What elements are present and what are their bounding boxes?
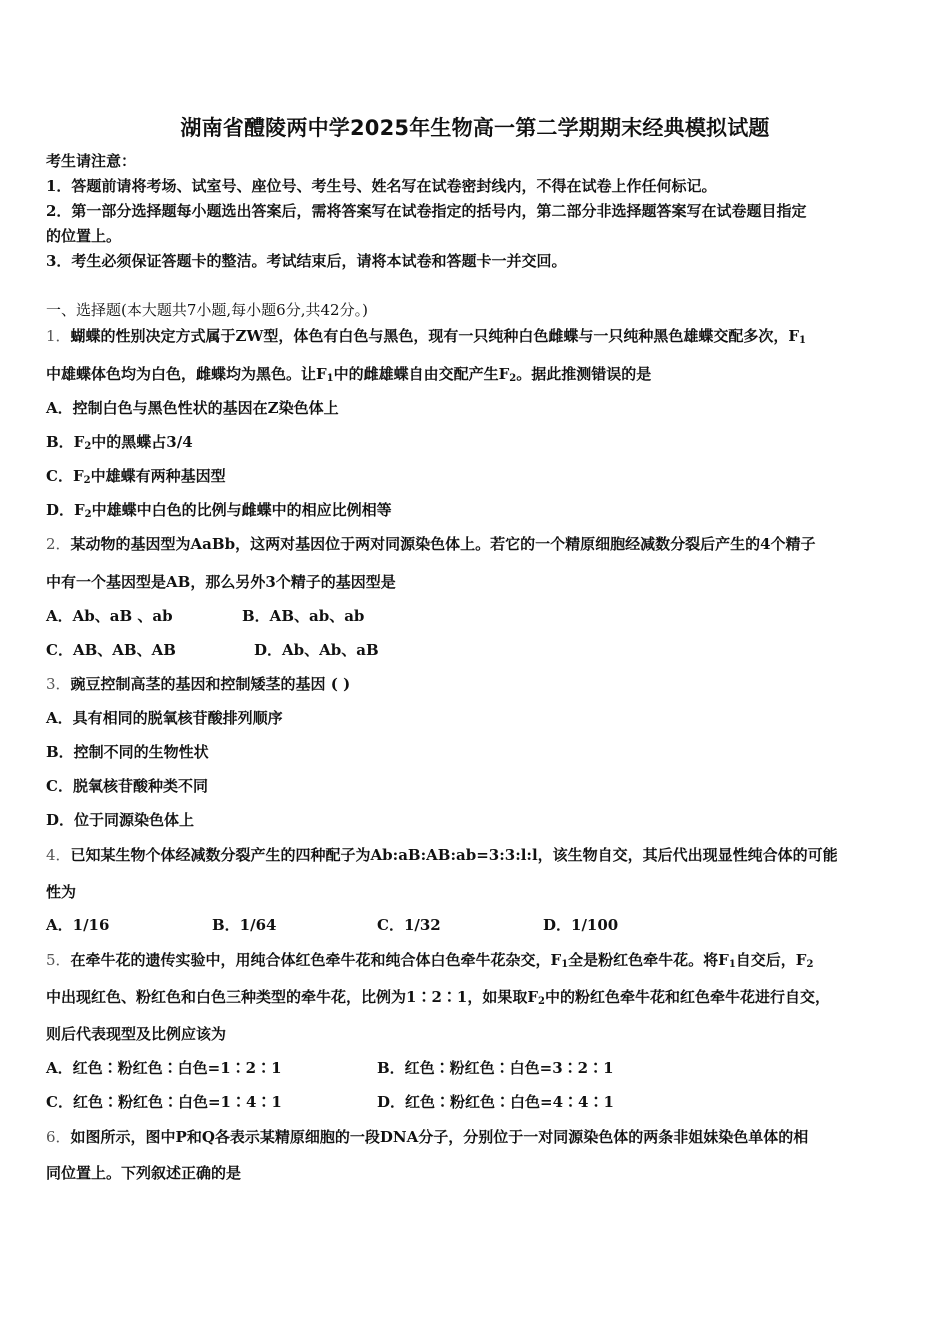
option-b: B．红色∶粉红色∶白色=3∶2∶1 bbox=[377, 1059, 614, 1077]
option-text: 中雄蝶中白色的比例与雌蝶中的相应比例相等 bbox=[91, 501, 392, 519]
option-d: D．红色∶粉红色∶白色=4∶4∶1 bbox=[377, 1093, 614, 1111]
subscript: 2 bbox=[84, 441, 92, 452]
option-c: C．脱氧核苷酸种类不同 bbox=[46, 777, 208, 795]
subscript: 1 bbox=[799, 335, 806, 346]
subscript: 2 bbox=[806, 959, 814, 970]
option-d: D．位于同源染色体上 bbox=[46, 811, 195, 829]
option-d: D．1/100 bbox=[543, 916, 619, 934]
notice-heading: 考生请注意： bbox=[46, 152, 137, 170]
option-b bbox=[46, 432, 193, 452]
option-a: A．Ab、aB 、ab bbox=[46, 607, 173, 625]
question-text: 豌豆控制高茎的基因和控制矮茎的基因 ( ) bbox=[70, 675, 351, 693]
section-heading: 一、选择题(本大题共7小题,每小题6分,共42分。) bbox=[46, 301, 368, 319]
question-number: 3． bbox=[46, 675, 71, 693]
question-text: 如图所示，图中P和Q各表示某精原细胞的一段DNA分子，分别位于一对同源染色体的两条非姐妹染色单体的相 bbox=[70, 1128, 809, 1146]
question-text: 自交后，F bbox=[735, 951, 807, 969]
subscript: 1 bbox=[728, 959, 736, 970]
option-a: A．红色∶粉红色∶白色=1∶2∶1 bbox=[46, 1059, 282, 1077]
option-text: D．F bbox=[46, 501, 85, 519]
question-text: 蝴蝶的性别决定方式属于ZW型，体色有白色与黑色，现有一只纯种白色雌蝶与一只纯种黑色雄蝶交配多次，F bbox=[70, 327, 799, 345]
question-number: 1． bbox=[46, 327, 71, 345]
option-c bbox=[46, 466, 226, 486]
subscript: 1 bbox=[561, 959, 569, 970]
question-number: 5． bbox=[46, 951, 71, 969]
question-1 bbox=[46, 326, 806, 346]
subscript: 2 bbox=[537, 996, 545, 1007]
question-4-cont: 性为 bbox=[46, 883, 77, 901]
notice-item: 1．答题前请将考场、试室号、座位号、考生号、姓名写在试卷密封线内，不得在试卷上作任何标记。 bbox=[46, 177, 717, 195]
subscript: 2 bbox=[509, 373, 517, 384]
subscript: 2 bbox=[84, 509, 92, 520]
question-2 bbox=[46, 534, 816, 554]
question-1-cont bbox=[46, 364, 651, 384]
question-text: 中出现红色、粉红色和白色三种类型的牵牛花，比例为1∶2∶1，如果取F bbox=[46, 988, 538, 1006]
subscript: 1 bbox=[326, 373, 334, 384]
question-text: 全是粉红色牵牛花。将F bbox=[568, 951, 729, 969]
question-text: 中雄蝶体色均为白色，雌蝶均为黑色。让F bbox=[46, 365, 327, 383]
option-d bbox=[46, 500, 392, 520]
option-c: C．红色∶粉红色∶白色=1∶4∶1 bbox=[46, 1093, 282, 1111]
option-text: A．控制白色与黑色性状的基因在Z染色体上 bbox=[46, 399, 339, 417]
notice-item: 3．考生必须保证答题卡的整洁。考试结束后，请将本试卷和答题卡一并交回。 bbox=[46, 252, 567, 270]
option-text: 中雄蝶有两种基因型 bbox=[90, 467, 226, 485]
question-5-cont: 则后代表现型及比例应该为 bbox=[46, 1025, 227, 1043]
option-text: B．F bbox=[46, 433, 85, 451]
notice-item: 的位置上。 bbox=[46, 227, 122, 245]
question-6 bbox=[46, 1127, 808, 1147]
question-text: 中的雌雄蝶自由交配产生F bbox=[333, 365, 510, 383]
question-5 bbox=[46, 950, 813, 970]
option-b: B．1/64 bbox=[212, 916, 277, 934]
option-text: C．F bbox=[46, 467, 84, 485]
question-number: 6． bbox=[46, 1128, 71, 1146]
option-a: A．1/16 bbox=[46, 916, 110, 934]
option-b: B．AB、ab、ab bbox=[242, 607, 365, 625]
question-number: 4． bbox=[46, 846, 71, 864]
question-number: 2． bbox=[46, 535, 71, 553]
question-6-cont: 同位置上。下列叙述正确的是 bbox=[46, 1164, 242, 1182]
question-2-cont: 中有一个基因型是AB，那么另外3个精子的基因型是 bbox=[46, 573, 396, 591]
option-text: 中的黑蝶占3/4 bbox=[91, 433, 193, 451]
question-5-cont bbox=[46, 987, 830, 1007]
notice-item: 2．第一部分选择题每小题选出答案后，需将答案写在试卷指定的括号内，第二部分非选择题答案写在试卷题目指定 bbox=[46, 202, 807, 220]
subscript: 2 bbox=[83, 475, 91, 486]
option-a bbox=[46, 398, 339, 418]
option-d: D．Ab、Ab、aB bbox=[254, 641, 379, 659]
option-a: A．具有相同的脱氧核苷酸排列顺序 bbox=[46, 709, 283, 727]
question-text: 已知某生物个体经减数分裂产生的四种配子为Ab:aB:AB:ab=3:3:l:l，该生物自交，其后代出现显性纯合体的可能 bbox=[70, 846, 838, 864]
question-3 bbox=[46, 674, 350, 694]
option-b: B．控制不同的生物性状 bbox=[46, 743, 209, 761]
question-text: 在牵牛花的遗传实验中，用纯合体红色牵牛花和纯合体白色牵牛花杂交，F bbox=[70, 951, 562, 969]
question-text: 。据此推测错误的是 bbox=[516, 365, 652, 383]
option-c: C．1/32 bbox=[377, 916, 441, 934]
option-c: C．AB、AB、AB bbox=[46, 641, 176, 659]
question-text: 中的粉红色牵牛花和红色牵牛花进行自交， bbox=[544, 988, 830, 1006]
question-4 bbox=[46, 845, 838, 865]
exam-title: 湖南省醴陵两中学2025年生物高一第二学期期末经典模拟试题 bbox=[180, 116, 770, 140]
question-text: 某动物的基因型为AaBb，这两对基因位于两对同源染色体上。若它的一个精原细胞经减数分裂后产生的4个精子 bbox=[70, 535, 816, 553]
